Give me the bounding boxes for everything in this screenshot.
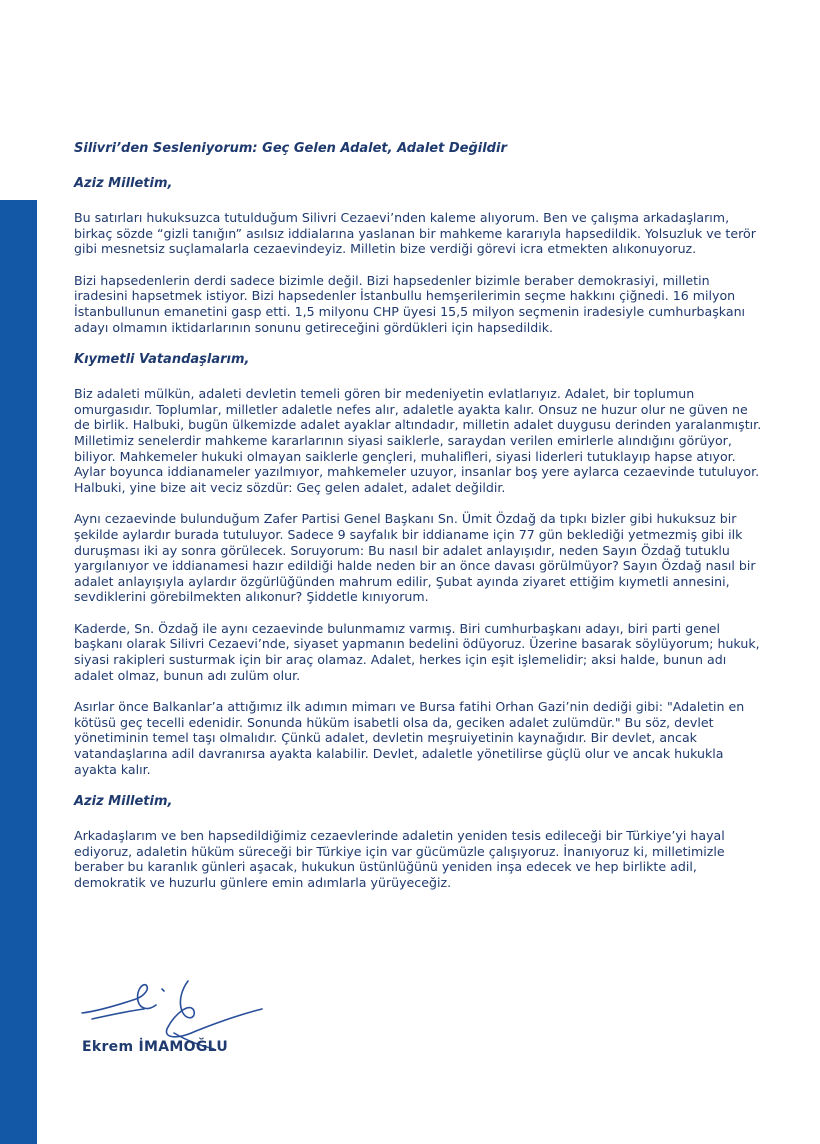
- salutation: Kıymetli Vatandaşlarım,: [74, 352, 250, 368]
- paragraph: Bizi hapsedenlerin derdi sadece bizimle değil. Bizi hapsedenler bizimle beraber demokrasiyi, milletin iradesini hapsetmek istiyor. Bizi hapsedenler İstanbullu hemşerilerimin seçme hakkını çiğnedi. 16 milyon İstanbullunun emanetini gasp etti. 1,5 milyonu CHP üyesi 15,5 milyon seçmenin iradesiyle cumhurbaşkanı adayı olmamın iktidarlarının sonunu getireceğini gördükleri için hapsedildik.: [74, 272, 746, 335]
- paragraph: Kaderde, Sn. Özdağ ile aynı cezaevinde bulunmamız varmış. Biri cumhurbaşkanı adayı, biri parti genel başkanı olarak Silivri Cezaevi’nde, siyaset yapmanın bedelini ödüyoruz. Üzerine basarak söylüyorum; hukuk, siyasi rakipleri susturmak için bir araç olamaz. Adalet, herkes için eşit işlemelidir; aksi halde, bunun adı adalet olmaz, bunun adı zulüm olur.: [74, 620, 760, 683]
- paragraph: Arkadaşlarım ve ben hapsedildiğimiz cezaevlerinde adaletin yeniden tesis edileceği bir Türkiye’yi hayal ediyoruz, adaletin hüküm süreceği bir Türkiye için var gücümüzle çalışıyoruz. İnanıyoruz ki, milletimizle beraber bu karanlık günleri aşacak, hukukun üstünlüğünü yeniden inşa edecek ve hep birlikte adil, demokratik ve huzurlu günlere emin adımlarla yürüyeceğiz.: [74, 828, 725, 890]
- letter-body: [74, 140, 764, 907]
- paragraph: Aynı cezaevinde bulunduğum Zafer Partisi Genel Başkanı Sn. Ümit Özdağ da tıpkı bizler gibi hukuksuz bir şekilde aylardır burada tutuluyor. Sadece 9 sayfalık bir iddianame için 77 gün beklediği yetmezmiş gibi ilk duruşması iki ay sonra görülecek. Soruyorum: Bu nasıl bir adalet anlayışıdır, neden Sayın Özdağ tutuklu yargılanıyor ve iddianamesi hazır edildiği halde neden bir an önce davası görülmüyor? Sayın Özdağ nasıl bir adalet anlayışıyla aylardır özgürlüğünden mahrum edilir, Şubat ayında ziyaret ettiğim kıymetli annesini, sevdiklerini görebilmekten alıkonur? Şiddetle kınıyorum.: [74, 511, 756, 605]
- salutation: Aziz Milletim,: [74, 176, 173, 191]
- signer-name: Ekrem İMAMOĞLU: [82, 1039, 229, 1055]
- paragraph: Bu satırları hukuksuzca tutulduğum Silivri Cezaevi’nden kaleme alıyorum. Ben ve çalışma arkadaşlarım, birkaç sözde “gizli tanığın” asılsız iddialarına yaslanan bir mahkeme kararıyla hapsedildik. Yolsuzluk ve terör gibi mesnetsiz suçlamalarla cezaevindeyiz. Milletin bize verdiği görevi icra etmekten alıkonuyoruz.: [74, 210, 756, 257]
- paragraph: Asırlar önce Balkanlar’a attığımız ilk adımın mimarı ve Bursa fatihi Orhan Gazi’nin dediği gibi: "Adaletin en kötüsü geç tecelli edenidir. Sonunda hüküm isabetli olsa da, geciken adalet zulümdür." Bu söz, devlet yönetiminin temel taşı olmalıdır. Çünkü adalet, devletin meşruiyetinin kaynağıdır. Bir devlet, ancak vatandaşlarına adil davranırsa ayakta kalabilir. Devlet, adaletle yönetilirse güçlü olur ve ancak hukukla ayakta kalır.: [74, 699, 745, 777]
- side-accent-bar: [0, 200, 37, 1144]
- salutation: Aziz Milletim,: [74, 794, 173, 810]
- paragraph: Biz adaleti mülkün, adaleti devletin temeli gören bir medeniyetin evlatlarıyız. Adalet, bir toplumun omurgasıdır. Toplumlar, milletler adaletle nefes alır, adaletle ayakta kalır. Onsuz ne huzur olur ne güven ne de birlik. Halbuki, bugün ülkemizde adalet ayaklar altındadır, milletin adalet duygusu derinden yaralanmıştır. Milletimiz senelerdir mahkeme kararlarının siyasi saiklerle, saraydan verilen emirlerle alındığını görüyor, biliyor. Mahkemeler hukuki olmayan saiklerle gençleri, muhalifleri, siyasi liderleri tutuklayıp hapse atıyor. Aylar boyunca iddianameler yazılmıyor, mahkemeler uzuyor, insanlar boş yere aylarca cezaevinde tutuluyor. Halbuki, yine bize ait veciz sözdür: Geç gelen adalet, adalet değildir.: [74, 386, 762, 495]
- letter-title: Silivri’den Sesleniyorum: Geç Gelen Adalet, Adalet Değildir: [74, 141, 507, 156]
